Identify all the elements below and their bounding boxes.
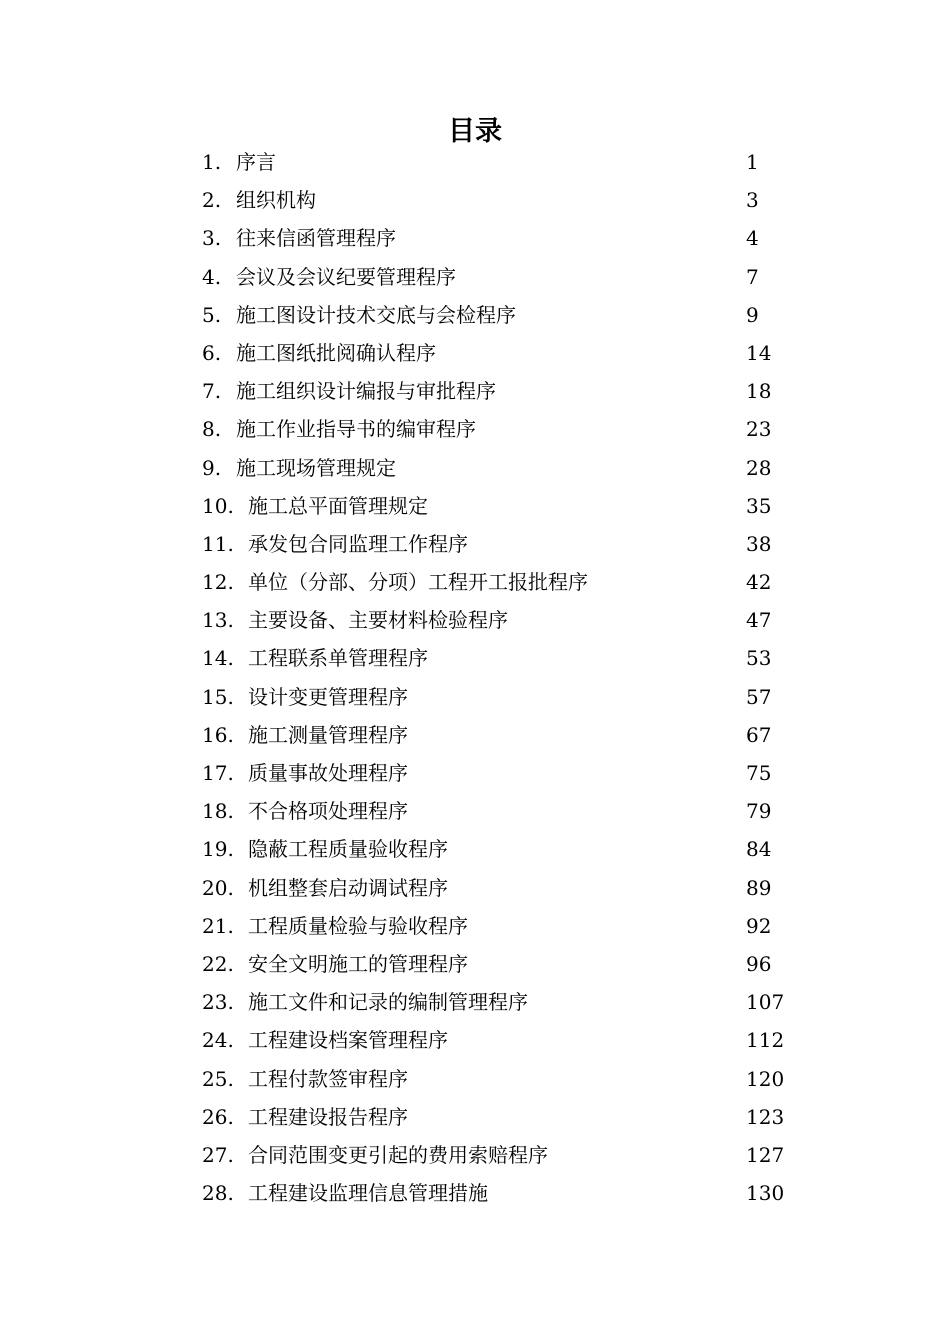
- toc-entry: [202, 487, 802, 525]
- toc-entry-page-number: 84: [746, 837, 772, 862]
- toc-entry-number: 19.: [202, 837, 234, 862]
- toc-entry-title: 组织机构: [236, 188, 316, 213]
- toc-entry: [202, 601, 802, 639]
- toc-entry: [202, 678, 802, 716]
- toc-entry: [202, 754, 802, 792]
- toc-entry-title: 施工组织设计编报与审批程序: [236, 379, 496, 404]
- toc-entry-page-number: 42: [746, 570, 772, 595]
- toc-entry-page-number: 53: [746, 646, 772, 671]
- toc-entry-page-number: 14: [746, 340, 772, 365]
- toc-entry-number: 5.: [202, 302, 222, 327]
- toc-entry-page-number: 123: [746, 1104, 785, 1129]
- toc-entry-number: 13.: [202, 608, 234, 633]
- toc-entry-page-number: 1: [746, 150, 759, 174]
- toc-entry-number: 20.: [202, 875, 234, 900]
- toc-entry-number: 27.: [202, 1142, 234, 1167]
- toc-entry-title: 机组整套启动调试程序: [248, 875, 448, 900]
- toc-entry-title: 施工测量管理程序: [248, 722, 408, 747]
- toc-entry-title: 工程质量检验与验收程序: [248, 913, 468, 938]
- toc-entry-title: 隐蔽工程质量验收程序: [248, 837, 448, 862]
- toc-entry-number: 23.: [202, 990, 234, 1015]
- toc-entry-number: 3.: [202, 226, 222, 251]
- toc-entry-page-number: 9: [746, 302, 759, 327]
- toc-entry-number: 28.: [202, 1181, 234, 1206]
- toc-entry-page-number: 79: [746, 799, 772, 824]
- toc-entry-title: 工程联系单管理程序: [248, 646, 428, 671]
- toc-entry: [202, 792, 802, 830]
- toc-entry: [202, 1060, 802, 1098]
- toc-entry-number: 1.: [202, 150, 222, 174]
- toc-entry-number: 18.: [202, 799, 234, 824]
- toc-entry-page-number: 38: [746, 531, 772, 556]
- table-of-contents: [202, 143, 802, 1212]
- toc-entry-title: 工程付款签审程序: [248, 1066, 408, 1091]
- toc-entry-title: 施工文件和记录的编制管理程序: [248, 990, 528, 1015]
- toc-entry-title: 工程建设监理信息管理措施: [248, 1181, 488, 1206]
- toc-entry: [202, 258, 802, 296]
- toc-entry-page-number: 96: [746, 951, 772, 976]
- toc-entry-number: 26.: [202, 1104, 234, 1129]
- toc-entry-title: 往来信函管理程序: [236, 226, 396, 251]
- toc-entry-number: 7.: [202, 379, 222, 404]
- toc-entry: [202, 563, 802, 601]
- toc-entry: [202, 181, 802, 219]
- toc-entry: [202, 525, 802, 563]
- toc-entry-title: 主要设备、主要材料检验程序: [248, 608, 508, 633]
- toc-entry: [202, 219, 802, 257]
- toc-entry: [202, 296, 802, 334]
- toc-entry-page-number: 35: [746, 493, 772, 518]
- toc-entry-number: 6.: [202, 340, 222, 365]
- toc-entry-title: 会议及会议纪要管理程序: [236, 264, 456, 289]
- toc-entry-number: 11.: [202, 531, 234, 556]
- toc-entry: [202, 983, 802, 1021]
- toc-entry-page-number: 28: [746, 455, 772, 480]
- toc-entry-title: 施工图纸批阅确认程序: [236, 340, 436, 365]
- page-title: 目录: [448, 116, 502, 147]
- toc-entry: [202, 1021, 802, 1059]
- toc-entry-page-number: 112: [746, 1028, 785, 1053]
- toc-entry-title: 合同范围变更引起的费用索赔程序: [248, 1142, 548, 1167]
- toc-entry: [202, 869, 802, 907]
- toc-entry-page-number: 7: [746, 264, 759, 289]
- toc-entry: [202, 830, 802, 868]
- toc-entry-title: 序言: [236, 150, 276, 174]
- toc-entry-number: 12.: [202, 570, 234, 595]
- toc-entry-number: 22.: [202, 951, 234, 976]
- toc-entry-number: 17.: [202, 761, 234, 785]
- toc-entry-page-number: 120: [746, 1066, 785, 1091]
- toc-entry-title: 承发包合同监理工作程序: [248, 531, 468, 556]
- toc-entry-number: 8.: [202, 417, 222, 442]
- toc-entry-page-number: 127: [746, 1142, 785, 1167]
- toc-entry-number: 16.: [202, 722, 234, 747]
- toc-entry-title: 施工图设计技术交底与会检程序: [236, 302, 516, 327]
- toc-entry: [202, 143, 802, 181]
- toc-entry: [202, 372, 802, 410]
- toc-entry: [202, 1098, 802, 1136]
- toc-entry-number: 4.: [202, 264, 222, 289]
- toc-entry-page-number: 23: [746, 417, 772, 442]
- toc-entry-title: 施工总平面管理规定: [248, 493, 428, 518]
- toc-entry-title: 安全文明施工的管理程序: [248, 951, 468, 976]
- toc-entry-number: 25.: [202, 1066, 234, 1091]
- toc-entry-number: 21.: [202, 913, 234, 938]
- toc-entry-title: 施工作业指导书的编审程序: [236, 417, 476, 442]
- toc-entry-title: 设计变更管理程序: [248, 684, 408, 709]
- toc-entry-number: 15.: [202, 684, 234, 709]
- toc-entry-page-number: 89: [746, 875, 772, 900]
- toc-entry-title: 不合格项处理程序: [248, 799, 408, 824]
- toc-entry-page-number: 18: [746, 379, 772, 404]
- toc-entry-page-number: 57: [746, 684, 772, 709]
- toc-entry-page-number: 92: [746, 913, 772, 938]
- toc-entry-page-number: 4: [746, 226, 759, 251]
- toc-entry-title: 工程建设档案管理程序: [248, 1028, 448, 1053]
- toc-entry-number: 9.: [202, 455, 222, 480]
- toc-entry-page-number: 107: [746, 990, 785, 1015]
- toc-entry: [202, 716, 802, 754]
- toc-entry-title: 单位（分部、分项）工程开工报批程序: [248, 570, 588, 595]
- toc-entry: [202, 410, 802, 448]
- toc-entry-page-number: 3: [746, 188, 759, 213]
- toc-entry: [202, 907, 802, 945]
- toc-entry-number: 24.: [202, 1028, 234, 1053]
- toc-entry: [202, 1136, 802, 1174]
- toc-entry-page-number: 75: [746, 761, 772, 785]
- toc-entry-title: 工程建设报告程序: [248, 1104, 408, 1129]
- toc-entry-title: 施工现场管理规定: [236, 455, 396, 480]
- toc-entry-page-number: 130: [746, 1181, 785, 1206]
- toc-entry-number: 14.: [202, 646, 234, 671]
- toc-entry: [202, 449, 802, 487]
- toc-entry-title: 质量事故处理程序: [248, 761, 408, 785]
- toc-entry: [202, 639, 802, 677]
- toc-entry: [202, 1174, 802, 1212]
- toc-entry: [202, 945, 802, 983]
- toc-entry-number: 10.: [202, 493, 234, 518]
- toc-entry: [202, 334, 802, 372]
- toc-entry-number: 2.: [202, 188, 222, 213]
- toc-entry-page-number: 47: [746, 608, 772, 633]
- toc-entry-page-number: 67: [746, 722, 772, 747]
